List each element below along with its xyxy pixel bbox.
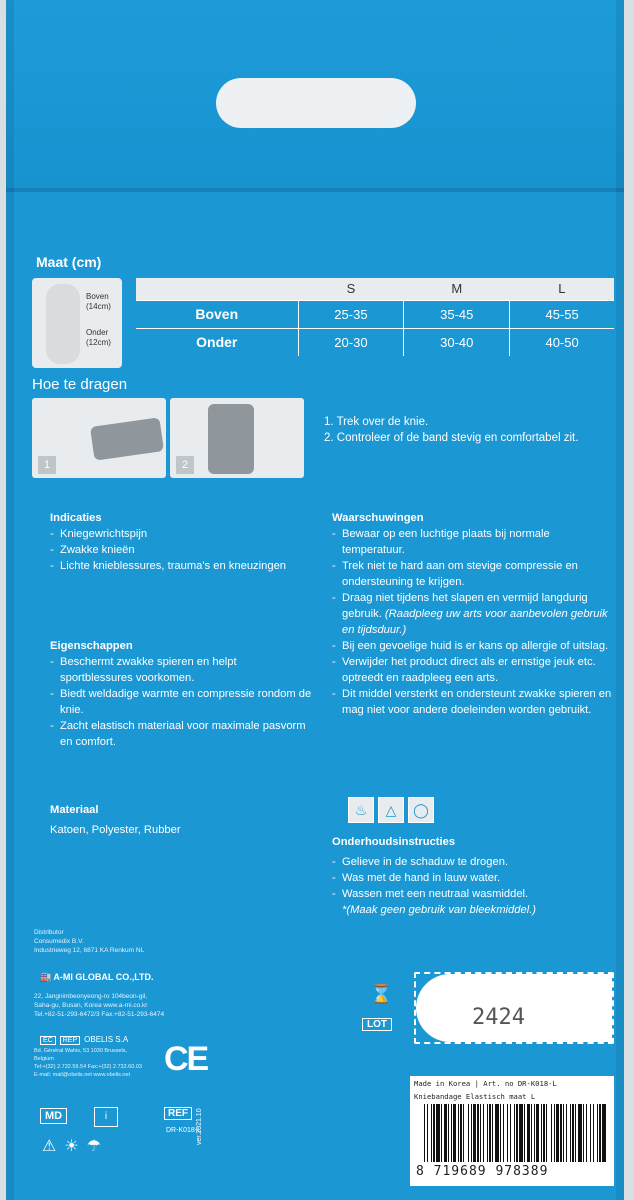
- barcode-bar: [543, 1104, 545, 1162]
- hand-wash-icon: ♨: [348, 797, 374, 823]
- care-icons: [348, 797, 434, 823]
- size-title: Maat (cm): [36, 254, 102, 270]
- ec-rep: EC REP OBELIS S.A: [40, 1035, 128, 1045]
- barcode-bar: [503, 1104, 504, 1162]
- version: ver.2021.10: [196, 1108, 203, 1145]
- barcode-bar: [578, 1104, 582, 1162]
- barcode-bar: [431, 1104, 432, 1162]
- knee-sleeve-icon: [208, 404, 254, 474]
- barcode-bar: [507, 1104, 508, 1162]
- barcode-bar: [487, 1104, 488, 1162]
- barcode-bar: [599, 1104, 601, 1162]
- barcode: [422, 1104, 606, 1162]
- barcode-bar: [463, 1104, 464, 1162]
- barcode-bar: [473, 1104, 476, 1162]
- materiaal-section: Materiaal Katoen, Polyester, Rubber: [50, 804, 181, 836]
- barcode-bar: [468, 1104, 469, 1162]
- barcode-bar: [541, 1104, 542, 1162]
- barcode-bar: [527, 1104, 530, 1162]
- barcode-bar: [495, 1104, 499, 1162]
- ref-symbol: REF: [164, 1107, 192, 1120]
- barcode-number: 8 719689 978389: [416, 1164, 549, 1179]
- barcode-bar: [427, 1104, 428, 1162]
- no-bleach-icon: △: [378, 797, 404, 823]
- barcode-bar: [531, 1104, 532, 1162]
- hang-hole: [216, 78, 416, 128]
- barcode-bar: [480, 1104, 481, 1162]
- barcode-bar: [546, 1104, 547, 1162]
- barcode-bar: [436, 1104, 440, 1162]
- barcode-bar: [448, 1104, 449, 1162]
- barcode-bar: [586, 1104, 587, 1162]
- col-s: S: [298, 278, 404, 300]
- hourglass-icon: ⌛: [370, 984, 393, 1004]
- barcode-bar: [519, 1104, 523, 1162]
- package-back: [6, 0, 624, 1200]
- barcode-bar: [597, 1104, 598, 1162]
- keep-dry-icon: ☂: [86, 1138, 110, 1155]
- col-l: L: [510, 278, 614, 300]
- barcode-bar: [572, 1104, 574, 1162]
- barcode-bar: [510, 1104, 511, 1162]
- sleeve-icon: [90, 417, 164, 460]
- indicaties-section: Indicaties - Kniegewrichtspijn - Zwakke knieën - Lichte knieblessures, trauma's en kneuzingen: [50, 510, 300, 574]
- no-tumble-dry-icon: ◯: [408, 797, 434, 823]
- barcode-bar: [602, 1104, 606, 1162]
- table-row: Onder 20-30 30-40 40-50: [136, 328, 614, 356]
- barcode-bar: [514, 1104, 515, 1162]
- md-symbol: MD: [40, 1108, 67, 1124]
- barcode-bar: [500, 1104, 501, 1162]
- manufacturer-logo: 🏭 A-MI GLOBAL CO.,LTD.: [40, 972, 154, 982]
- barcode-bar: [451, 1104, 452, 1162]
- howto-title: Hoe te dragen: [32, 376, 128, 393]
- howto-image-1: 1: [32, 398, 166, 478]
- barcode-bar: [483, 1104, 484, 1162]
- caution-icon: ⚠: [42, 1138, 65, 1155]
- barcode-bar: [471, 1104, 472, 1162]
- manufacturer-address: 22, Jangnimbeonyeong-ro 104beon-gil, Saha-gu, Busan, Korea www.a-mi.co.kr Tel.+82-51-293-6472/3 Fax.+82-51-293-6474: [34, 993, 165, 1018]
- barcode-bar: [575, 1104, 576, 1162]
- barcode-bar: [556, 1104, 559, 1162]
- barcode-bar: [590, 1104, 591, 1162]
- barcode-bar: [554, 1104, 555, 1162]
- product-sticker: Made in Korea | Art. no DR-K018-L Kniebandage Elastisch maat L 8 719689 978389: [410, 1076, 614, 1186]
- barcode-bar: [424, 1104, 425, 1162]
- keep-away-sunlight-icon: ☀: [64, 1138, 87, 1155]
- ref-number: DR-K018-L: [166, 1127, 202, 1134]
- barcode-bar: [458, 1104, 459, 1162]
- barcode-bar: [477, 1104, 479, 1162]
- barcode-bar: [441, 1104, 442, 1162]
- barcode-bar: [593, 1104, 594, 1162]
- fold-line: [6, 188, 624, 192]
- col-m: M: [404, 278, 510, 300]
- waarschuwingen-section: Waarschuwingen - Bewaar op een luchtige plaats bij normale temperatuur. - Trek niet te hard aan om stevige compressie en ondersteuning te krijgen. - Draag niet tijdens het slapen en vermijd langdurig gebruik. (Raadpleeg uw arts voor aanbevolen gebruik en tijdsduur.) - Bij een gevoelige huid is er kans op allergie of uitslag. - Verwijder het product direct als er ernstige jeuk etc. optreedt en raadpleeg een arts. - Dit middel versterkt en ondersteunt zwakke spieren en mag niet voor andere doeleinden worden gebruikt.: [332, 510, 614, 718]
- ec-rep-address: Bd. Général Wahis, 53 1030 Brussels, Belgium Tel:+(32) 2.732.59.54 Fax:+(32) 2.732.60.03 E-mail: mail@obelis.net www.obelis.net: [34, 1048, 142, 1078]
- barcode-bar: [583, 1104, 584, 1162]
- barcode-bar: [560, 1104, 562, 1162]
- distributor-info: Distributor Consumedix B.V. Industrieweg 12, 6871 KA Renkum NL: [34, 929, 145, 954]
- barcode-bar: [570, 1104, 571, 1162]
- knee-measure-illustration: Boven (14cm) Onder (12cm): [32, 278, 122, 368]
- howto-image-2: 2: [170, 398, 304, 478]
- barcode-bar: [551, 1104, 552, 1162]
- barcode-bar: [563, 1104, 564, 1162]
- eigenschappen-section: Eigenschappen - Beschermt zwakke spieren en helpt sportblessures voorkomen. - Biedt weldadige warmte en compressie rondom de knie. - Zacht elastisch materiaal voor maximale pasvorm en comfort.: [50, 638, 312, 750]
- lot-symbol: LOT: [362, 1018, 392, 1031]
- barcode-bar: [433, 1104, 435, 1162]
- barcode-bar: [489, 1104, 491, 1162]
- barcode-bar: [524, 1104, 525, 1162]
- barcode-bar: [444, 1104, 447, 1162]
- instructions-book-icon: i: [94, 1107, 118, 1127]
- barcode-bar: [492, 1104, 493, 1162]
- warning-symbols: [42, 1136, 109, 1156]
- barcode-bar: [566, 1104, 567, 1162]
- ce-mark: CE: [164, 1040, 208, 1078]
- size-table: [136, 278, 614, 356]
- onderhoud-section: Onderhoudsinstructies - Gelieve in de schaduw te drogen. - Was met de hand in lauw water. - Wassen met een neutraal wasmiddel. *(Maak geen gebruik van bleekmiddel.): [332, 834, 614, 918]
- top-flap: [6, 0, 624, 190]
- barcode-bar: [516, 1104, 518, 1162]
- barcode-bar: [534, 1104, 535, 1162]
- table-row: Boven 25-35 35-45 45-55: [136, 300, 614, 328]
- lot-value: 2424: [472, 1005, 525, 1030]
- leg-icon: [46, 284, 80, 364]
- howto-steps: 1. Trek over de knie. 2. Controleer of de band stevig en comfortabel zit.: [324, 416, 579, 444]
- barcode-bar: [453, 1104, 456, 1162]
- barcode-bar: [460, 1104, 462, 1162]
- barcode-bar: [536, 1104, 539, 1162]
